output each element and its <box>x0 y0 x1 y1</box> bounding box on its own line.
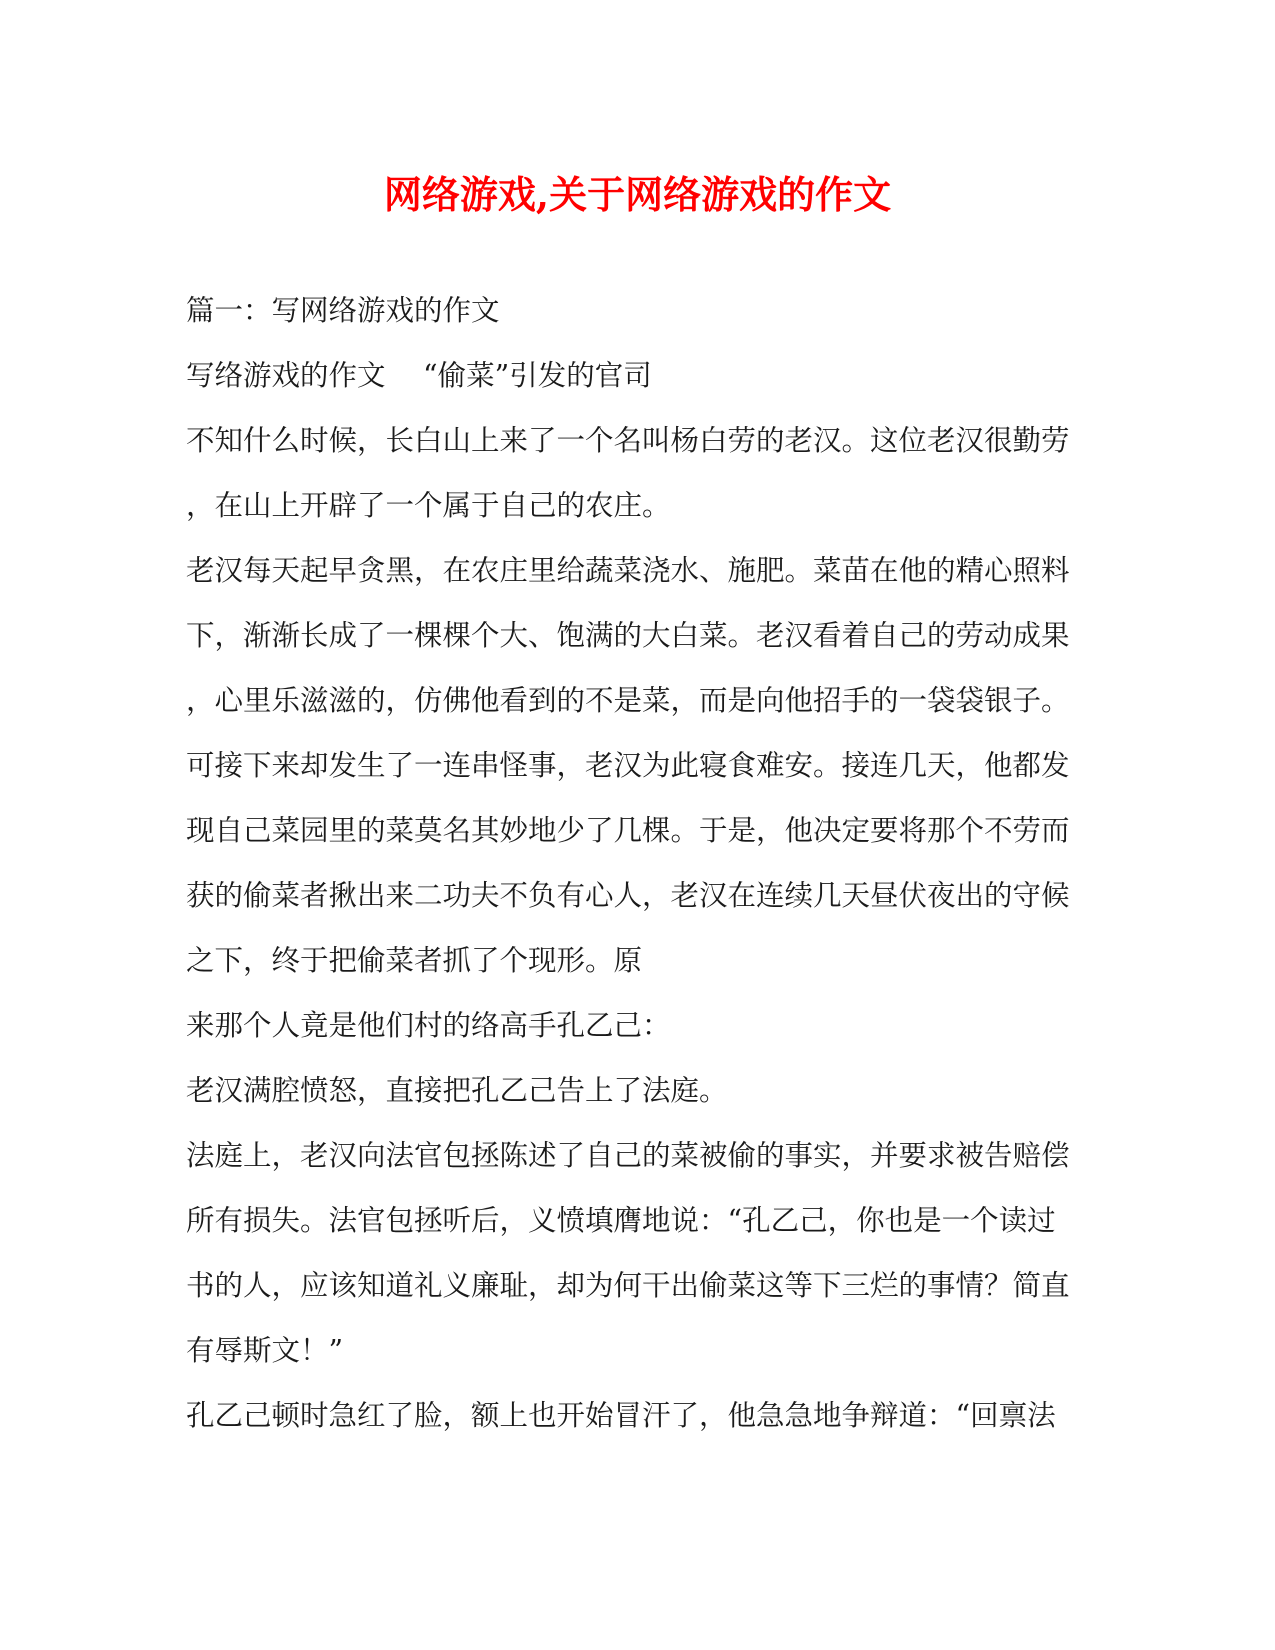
text-line: 获的偷菜者揪出来二功夫不负有心人，老汉在连续几天昼伏夜出的守候 <box>186 879 1070 912</box>
text-line: 下，渐渐长成了一棵棵个大、饱满的大白菜。老汉看着自己的劳动成果 <box>186 619 1070 652</box>
text-line: 可接下来却发生了一连串怪事，老汉为此寝食难安。接连几天，他都发 <box>186 749 1070 782</box>
text-line: 篇一：写网络游戏的作文 <box>186 294 500 327</box>
text-line: 有辱斯文！” <box>186 1334 344 1367</box>
text-line: 之下，终于把偷菜者抓了个现形。原 <box>186 944 643 977</box>
document-body <box>186 278 1098 1448</box>
text-line: ，在山上开辟了一个属于自己的农庄。 <box>186 489 671 522</box>
text-line: 法庭上，老汉向法官包拯陈述了自己的菜被偷的事实，并要求被告赔偿 <box>186 1139 1070 1172</box>
text-line: 老汉满腔愤怒，直接把孔乙己告上了法庭。 <box>186 1074 728 1107</box>
text-line: 孔乙己顿时急红了脸，额上也开始冒汗了，他急急地争辩道：“回禀法 <box>186 1399 1056 1432</box>
text-line: 书的人，应该知道礼义廉耻，却为何干出偷菜这等下三烂的事情？简直 <box>186 1269 1070 1302</box>
text-line: 现自己菜园里的菜莫名其妙地少了几棵。于是，他决定要将那个不劳而 <box>186 814 1070 847</box>
text-line: 老汉每天起早贪黑，在农庄里给蔬菜浇水、施肥。菜苗在他的精心照料 <box>186 554 1070 587</box>
text-line: ，心里乐滋滋的，仿佛他看到的不是菜，而是向他招手的一袋袋银子。 <box>186 684 1070 717</box>
text-line: 写络游戏的作文 “偷菜”引发的官司 <box>186 359 652 392</box>
text-line: 不知什么时候，长白山上来了一个名叫杨白劳的老汉。这位老汉很勤劳 <box>186 424 1070 457</box>
document-title: 网络游戏,关于网络游戏的作文 <box>383 172 892 217</box>
text-line: 所有损失。法官包拯听后，义愤填膺地说：“孔乙己，你也是一个读过 <box>186 1204 1056 1237</box>
text-line: 来那个人竟是他们村的络高手孔乙己： <box>186 1009 671 1042</box>
